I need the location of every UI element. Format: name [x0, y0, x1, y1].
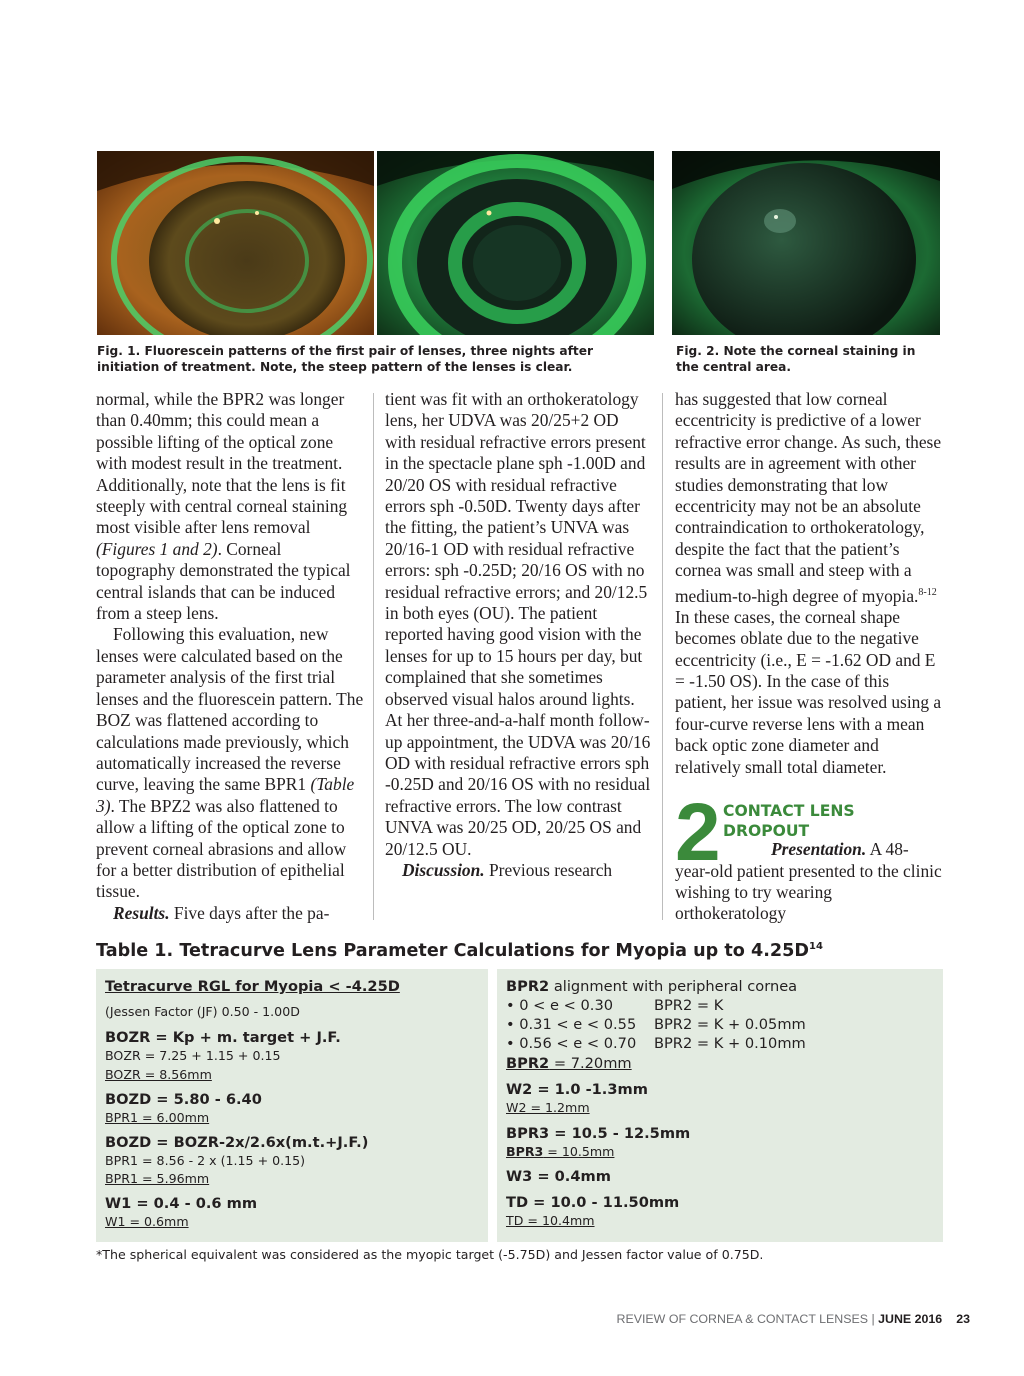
body-column-1 — [96, 389, 364, 924]
bozd-range: BOZD = 5.80 - 6.40 — [105, 1091, 262, 1108]
column-divider-2 — [662, 393, 663, 920]
figure-reference: (Figures 1 and 2) — [96, 538, 218, 559]
col3-paragraph-2: Presentation. A 48-year-old patient presented to the clinic wishing to try wearing orthokeratology — [675, 839, 942, 924]
fig2-photo — [672, 151, 940, 335]
bozd-formula: BOZD = BOZR-2x/2.6x(m.t.+J.F.) — [105, 1134, 369, 1151]
td-range: TD = 10.0 - 11.50mm — [506, 1194, 680, 1211]
section-heading — [675, 787, 943, 879]
results-lead: Results. — [113, 902, 170, 923]
table-title: Table 1. Tetracurve Lens Parameter Calculations for Myopia up to $4.25D^{14}$ — [96, 941, 823, 961]
body-column-2 — [385, 389, 653, 881]
page-footer — [617, 1312, 971, 1326]
section-number: 2 — [675, 787, 721, 879]
w1-range: W1 = 0.4 - 0.6 mm — [105, 1195, 258, 1212]
w3-value: W3 = 0.4mm — [506, 1168, 611, 1185]
w2-range: W2 = 1.0 -1.3mm — [506, 1081, 648, 1098]
fig1-photo-left — [97, 151, 374, 335]
fig2-caption-line-2: the central area. — [676, 360, 792, 374]
col1-paragraph-3: Results. Five days after the pa- — [113, 902, 330, 923]
col1-paragraph-1: normal, while the BPR2 was longer than 0.40mm; this could mean a possible lifting of the optical zone with modest result in the treatment. Additionally, note that the lens is fit steeply with central corneal staining most visible after lens removal (Figures 1 and 2). Corneal topography demonstrated the typical central islands that can be induced from a steep lens. — [96, 389, 351, 624]
table-left-heading: Tetracurve RGL for Myopia < -4.25D — [105, 978, 400, 995]
bpr3-result: BPR3 = 10.5mm — [506, 1144, 615, 1159]
eccentricity-value-1: BPR2 = K — [654, 997, 724, 1014]
fig1-caption-line-1: Fig. 1. Fluorescein patterns of the first pair of lenses, three nights after — [97, 344, 594, 358]
column-divider-1 — [373, 393, 374, 920]
bpr3-range: BPR3 = 10.5 - 12.5mm — [506, 1125, 691, 1142]
bozr-result: BOZR = 8.56mm — [105, 1067, 212, 1082]
issue-date: JUNE 2016 — [878, 1312, 943, 1326]
bpr2-result: BPR2 = 7.20mm — [506, 1055, 632, 1072]
jessen-factor-note: (Jessen Factor (JF) 0.50 - 1.00D — [105, 1004, 300, 1019]
table-reference: (Table 3) — [96, 774, 355, 816]
table-right-panel — [497, 969, 943, 1242]
section-title: CONTACT LENS DROPOUT — [723, 802, 855, 841]
eccentricity-value-2: BPR2 = K + 0.05mm — [654, 1016, 806, 1033]
eccentricity-row-3: • 0.56 < e < 0.70 — [506, 1035, 637, 1052]
w2-result: W2 = 1.2mm — [506, 1100, 590, 1115]
discussion-lead: Discussion. — [402, 859, 485, 880]
fig2-caption-line-1: Fig. 2. Note the corneal staining in — [676, 344, 916, 358]
bpr2-heading: BPR2 alignment with peripheral cornea — [506, 978, 798, 995]
bpr1-result: BPR1 = 6.00mm — [105, 1110, 210, 1125]
bpr1-result-2: BPR1 = 5.96mm — [105, 1171, 210, 1186]
w1-result: W1 = 0.6mm — [105, 1214, 189, 1229]
fig1-caption — [97, 343, 657, 375]
col3-paragraph-1: has suggested that low corneal eccentricity is predictive of a lower refractive error change. As such, these results are in agreement with other studies demonstrating that low eccentricity may not be an absolute contraindication to orthokeratology, despite the fact that the patient’s cornea was small and steep with a medium-to-high degree of myopia.$^{8-12}$ In these cases, the corneal shape becomes oblate due to the negative eccentricity (i.e., E = -1.62 OD and E = -1.50 OS). In the case of this patient, her issue was resolved using a four-curve reverse lens with a mean back optic zone diameter and relatively small total diameter. — [675, 389, 942, 777]
fig1-photo-right — [377, 151, 654, 335]
td-result: TD = 10.4mm — [506, 1213, 595, 1228]
eccentricity-row-2: • 0.31 < e < 0.55 — [506, 1016, 637, 1033]
presentation-lead: Presentation. — [771, 839, 867, 860]
col2-paragraph-1: tient was fit with an orthokeratology lens, her UDVA was 20/25+2 OD with residual refractive errors present in the spectacle plane sph -1.00D and 20/20 OS with residual refractive errors sph -0.50D. Twenty days after the fitting, the patient’s UNVA was 20/16-1 OD with residual refractive errors: sph -0.25D; 20/16 OS with no residual refractive errors; and 20/12.5 in both eyes (OU). The patient reported having good vision with the lenses for up to 15 hours per day, but complained that she sometimes observed visual halos around lights. At her three-and-a-half month follow-up appointment, the UDVA was 20/16 OD with residual refractive errors sph -0.25D and 20/16 OS with no residual refractive errors. The low contrast UNVA was 20/25 OD, 20/25 OS and 20/12.5 OU. — [385, 389, 651, 859]
table-title-superscript: 14 — [809, 941, 823, 953]
fig2-caption — [676, 343, 940, 375]
eccentricity-row-1: • 0 < e < 0.30 — [506, 997, 614, 1014]
body-column-3 — [675, 389, 943, 925]
bpr1-calculation: BPR1 = 8.56 - 2 x (1.15 + 0.15) — [105, 1153, 306, 1168]
col1-paragraph-2: Following this evaluation, new lenses were calculated based on the parameter analysis of the first trial lenses and the fluorescein pattern. The BOZ was flattened according to calculations made previously, which automatically increased the reverse curve, leaving the same BPR1 (Table 3). The BPZ2 was also flattened to allow a lifting of the optical zone to prevent corneal abrasions and allow for a better distribution of epithelial tissue. — [96, 624, 364, 902]
fig1-caption-line-2: initiation of treatment. Note, the steep pattern of the lenses is clear. — [97, 360, 573, 374]
bozr-formula: BOZR = Kp + m. target + J.F. — [105, 1029, 341, 1046]
citation-superscript: 8-12 — [918, 586, 937, 598]
page-number: 23 — [956, 1312, 970, 1326]
journal-name: REVIEW OF CORNEA & CONTACT LENSES | — [616, 1312, 879, 1326]
table-footnote: *The spherical equivalent was considered as the myopic target (-5.75D) and Jessen factor value of 0.75D. — [96, 1247, 764, 1262]
eccentricity-value-3: BPR2 = K + 0.10mm — [654, 1035, 806, 1052]
bozr-calculation: BOZR = 7.25 + 1.15 + 0.15 — [105, 1048, 281, 1063]
col2-paragraph-2: Discussion. Previous research — [402, 859, 613, 880]
table-left-panel — [96, 969, 488, 1242]
